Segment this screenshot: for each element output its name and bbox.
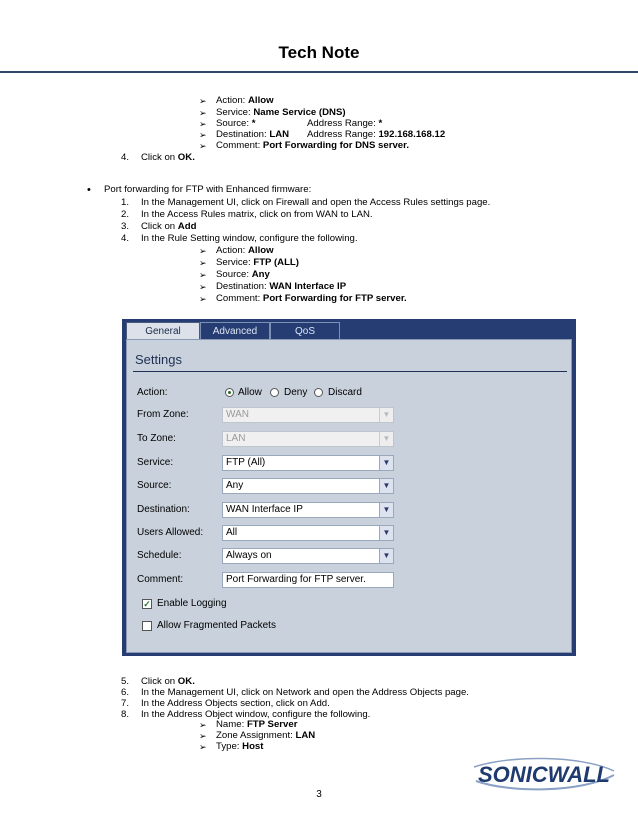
- page-number: 3: [316, 789, 322, 800]
- arrow-bullet-icon: ➢: [199, 141, 207, 151]
- list-item: Action: Allow: [216, 95, 274, 106]
- arrow-bullet-icon: ➢: [199, 246, 207, 256]
- list-item: Type: Host: [216, 741, 264, 752]
- step-text: Click on OK.: [141, 152, 195, 163]
- step-number: 4.: [121, 152, 130, 163]
- tab-qos[interactable]: QoS: [270, 322, 340, 339]
- list-item: Destination: WAN Interface IP: [216, 281, 347, 292]
- list-item: Comment: Port Forwarding for FTP server.: [216, 293, 407, 304]
- step-text: In the Access Rules matrix, click on from WAN to LAN.: [141, 209, 373, 220]
- allow-radio-label: Allow: [238, 387, 262, 398]
- chevron-down-icon: ▼: [379, 479, 393, 493]
- step-text: Click on OK.: [141, 676, 195, 687]
- discard-radio[interactable]: [314, 388, 323, 397]
- destination-value: WAN Interface IP: [226, 504, 303, 515]
- discard-radio-label: Discard: [328, 387, 362, 398]
- section-divider: [133, 371, 567, 372]
- list-item: Destination: LAN: [216, 129, 290, 140]
- users-allowed-label: Users Allowed:: [137, 527, 204, 538]
- arrow-bullet-icon: ➢: [199, 130, 207, 140]
- step-number: 5.: [121, 676, 130, 687]
- settings-panel: [126, 339, 572, 653]
- step-text: In the Management UI, click on Network and open the Address Objects page.: [141, 687, 469, 698]
- step-number: 1.: [121, 197, 130, 208]
- step-number: 8.: [121, 709, 130, 720]
- step-text: In the Management UI, click on Firewall and open the Access Rules settings page.: [141, 197, 491, 208]
- from-zone-label: From Zone:: [137, 409, 189, 420]
- action-label: Action:: [137, 387, 168, 398]
- bullet-text: Port forwarding for FTP with Enhanced firmware:: [104, 184, 312, 195]
- chevron-down-icon: ▼: [379, 549, 393, 563]
- to-zone-value: LAN: [226, 433, 246, 444]
- allow-radio[interactable]: [225, 388, 234, 397]
- chevron-down-icon: ▼: [379, 526, 393, 540]
- to-zone-label: To Zone:: [137, 433, 176, 444]
- destination-select[interactable]: [222, 502, 394, 518]
- step-text: Click on Add: [141, 221, 197, 232]
- to-zone-select[interactable]: [222, 431, 394, 447]
- step-text: In the Address Objects section, click on Add.: [141, 698, 330, 709]
- source-select[interactable]: [222, 478, 394, 494]
- enable-logging-checkbox[interactable]: ✓: [143, 599, 151, 609]
- tab-advanced[interactable]: Advanced: [200, 322, 270, 339]
- allow-fragmented-label: Allow Fragmented Packets: [157, 620, 276, 631]
- chevron-down-icon: ▼: [379, 432, 393, 446]
- step-number: 6.: [121, 687, 130, 698]
- arrow-bullet-icon: ➢: [199, 119, 207, 129]
- list-item-col2: Address Range: 192.168.168.12: [307, 129, 446, 140]
- step-number: 3.: [121, 221, 130, 232]
- users-allowed-select[interactable]: [222, 525, 394, 541]
- from-zone-select[interactable]: [222, 407, 394, 423]
- service-label: Service:: [137, 457, 174, 468]
- header-rule: [0, 71, 638, 73]
- arrow-bullet-icon: ➢: [199, 742, 207, 752]
- destination-label: Destination:: [137, 504, 190, 515]
- arrow-bullet-icon: ➢: [199, 270, 207, 280]
- bullet-icon: •: [87, 184, 91, 196]
- rule-settings-dialog: [122, 319, 576, 656]
- service-select[interactable]: [222, 455, 394, 471]
- step-number: 2.: [121, 209, 130, 220]
- svg-text:SONICWALL: SONICWALL: [478, 762, 610, 787]
- chevron-down-icon: ▼: [379, 408, 393, 422]
- from-zone-value: WAN: [226, 409, 249, 420]
- list-item: Name: FTP Server: [216, 719, 298, 730]
- arrow-bullet-icon: ➢: [199, 720, 207, 730]
- tab-general[interactable]: General: [126, 322, 200, 339]
- users-allowed-value: All: [226, 527, 238, 538]
- arrow-bullet-icon: ➢: [199, 96, 207, 106]
- step-text: In the Address Object window, configure the following.: [141, 709, 371, 720]
- list-item: Service: Name Service (DNS): [216, 107, 346, 118]
- deny-radio[interactable]: [270, 388, 279, 397]
- chevron-down-icon: ▼: [379, 456, 393, 470]
- list-item: Source: Any: [216, 269, 270, 280]
- page-title: Tech Note: [278, 43, 360, 62]
- schedule-select[interactable]: [222, 548, 394, 564]
- step-text: In the Rule Setting window, configure the following.: [141, 233, 358, 244]
- schedule-value: Always on: [226, 550, 272, 561]
- step-number: 4.: [121, 233, 130, 244]
- deny-radio-label: Deny: [284, 387, 308, 398]
- arrow-bullet-icon: ➢: [199, 258, 207, 268]
- list-item: Service: FTP (ALL): [216, 257, 299, 268]
- arrow-bullet-icon: ➢: [199, 108, 207, 118]
- allow-fragmented-checkbox[interactable]: [142, 621, 152, 631]
- list-item: Source: *: [216, 118, 256, 129]
- section-title: Settings: [135, 352, 182, 367]
- arrow-bullet-icon: ➢: [199, 294, 207, 304]
- arrow-bullet-icon: ➢: [199, 731, 207, 741]
- step-number: 7.: [121, 698, 130, 709]
- comment-input[interactable]: Port Forwarding for FTP server.: [222, 572, 394, 588]
- enable-logging-label: Enable Logging: [157, 598, 227, 609]
- schedule-label: Schedule:: [137, 550, 182, 561]
- list-item: Zone Assignment: LAN: [216, 730, 316, 741]
- list-item: Comment: Port Forwarding for DNS server.: [216, 140, 409, 151]
- source-value: Any: [226, 480, 244, 491]
- sonicwall-logo: [470, 757, 618, 791]
- arrow-bullet-icon: ➢: [199, 282, 207, 292]
- service-value: FTP (All): [226, 457, 266, 468]
- list-item: Action: Allow: [216, 245, 274, 256]
- chevron-down-icon: ▼: [379, 503, 393, 517]
- comment-label: Comment:: [137, 574, 184, 585]
- source-label: Source:: [137, 480, 172, 491]
- list-item-col2: Address Range: *: [307, 118, 383, 129]
